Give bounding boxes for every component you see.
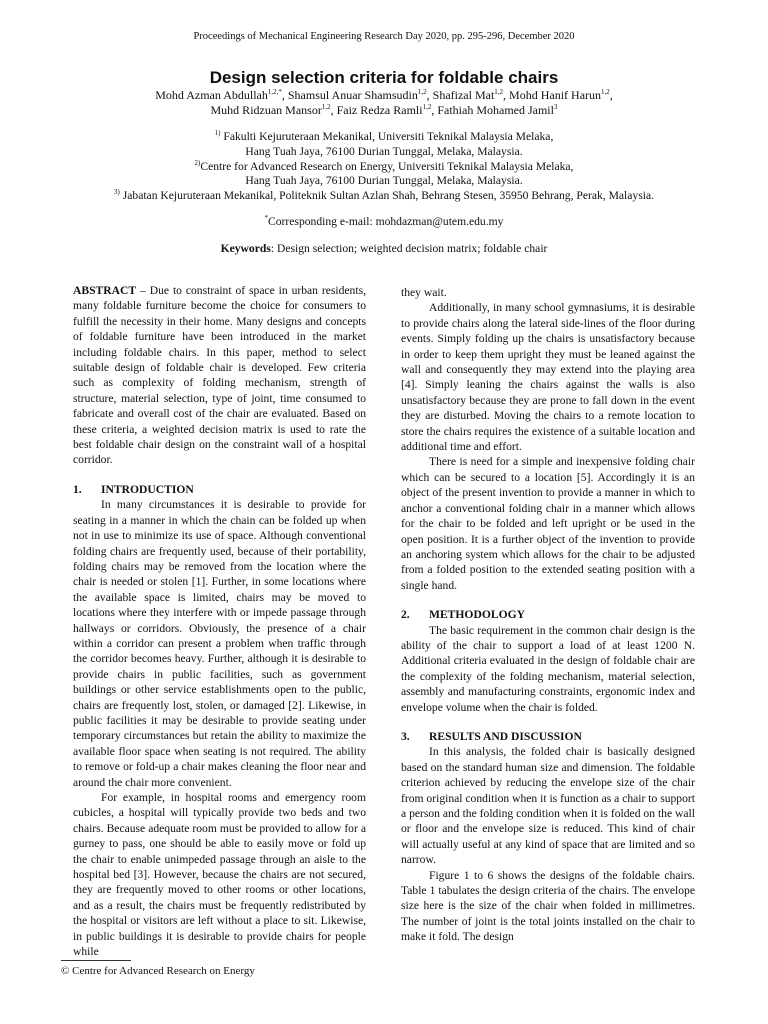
paragraph: Additionally, in many school gymnasiums, it is desirable to provide chairs along the lateral side-lines of the floor during events. Simply folding up the chairs is unsatisfactory because in order to keep them upright they must be leaned against the wall and consequently they may extend into the playing area [4]. Simply leaning the chairs against the walls is also unsatisfactory because they are prone to fall down in the event they are disturbed. Moving the chairs to a remote location to store the chairs requires the existence of a suitable location and additional time and effort. bbox=[401, 301, 695, 454]
abstract-label: ABSTRACT bbox=[73, 284, 137, 297]
copyright-footnote: © Centre for Advanced Research on Energy bbox=[61, 965, 255, 977]
affiliation-2 bbox=[0, 160, 768, 175]
right-column bbox=[401, 285, 695, 945]
affiliation-text: Jabatan Kejuruteraan Mekanikal, Politeknik Sultan Azlan Shah, Behrang Stesen, 35950 Behrang, Perak, Malaysia. bbox=[122, 189, 654, 203]
keywords-label: Keywords bbox=[220, 242, 271, 255]
section-heading-methodology bbox=[401, 607, 695, 622]
affiliations bbox=[0, 130, 768, 204]
abstract bbox=[73, 283, 366, 468]
author-affil-marker: 1,2 bbox=[422, 103, 432, 111]
corresponding-email bbox=[0, 215, 768, 228]
author: Shamsul Anuar Shamsudin bbox=[287, 88, 418, 102]
email-text: Corresponding e-mail: mohdazman@utem.edu.my bbox=[268, 215, 504, 228]
affiliation-2-address: Hang Tuah Jaya, 76100 Durian Tunggal, Melaka, Malaysia. bbox=[245, 174, 523, 188]
author-affil-marker: 1,2 bbox=[417, 88, 427, 96]
paragraph: In many circumstances it is desirable to provide for seating in a manner in which the chain can be folded up when not in use to minimize its use of space. Although conventional folding chairs are frequently used, because of their portability, folding chairs may be removed from the location where the chair is needed or stolen [1]. Further, in some locations where the available space is limited, chairs may be moved to locations where they interfere with or impede passage through hallways or corridors. Obviously, the presence of a chair within a corridor can present a problem when traffic through the corridor becomes heavy. Further, although it is desirable to provide chairs in public facilities, such as government buildings or other service establishments open to the public, chairs are frequently lost, stolen, or damaged [2]. Likewise, in public facilities it may be desirable to provide seating under temporary circumstances but retain the ability to maximize the available floor space when seating is not required. The ability to remove or fold-up a chair makes cleaning the floor near and around the chair more convenient. bbox=[73, 498, 366, 789]
affiliation-text: Centre for Advanced Research on Energy, Universiti Teknikal Malaysia Melaka, bbox=[200, 159, 574, 173]
paragraph: The basic requirement in the common chair design is the ability of the chair to support a load of at least 1200 N. Additional criteria evaluated in the design of foldable chair are the complexity of the folding mechanism, material selection, assembly and manufacturing constraints, ergonomic index and envelope volume when the chair is folded. bbox=[401, 623, 695, 714]
paragraph: In this analysis, the folded chair is basically designed based on the standard human size and dimension. The foldable criterion achieved by reducing the envelope size of the chair from original condition when it is function as a chair to support a person and the folding condition when it is folded on the wall or floor and the envelope size is reduced. This kind of chair will actually useful at any kind of space that are limited and so narrow. bbox=[401, 745, 695, 867]
author-affil-marker: 1,2 bbox=[601, 88, 610, 96]
author-line-2: Muhd Ridzuan Mansor$^{1,2}$, Faiz Redza Ramli$^{1,2}$, Fathiah Mohamed Jamil$^3$ bbox=[210, 103, 558, 117]
footnote-rule bbox=[61, 960, 131, 961]
affiliation-marker: 2) bbox=[194, 158, 201, 167]
affiliation-1 bbox=[0, 130, 768, 145]
author: Shafizal Mat bbox=[432, 88, 495, 102]
affiliation-3 bbox=[0, 189, 768, 204]
keywords-text: : Design selection; weighted decision matrix; foldable chair bbox=[270, 242, 548, 255]
section-number: 2. bbox=[401, 608, 410, 622]
affiliation-marker: 3) bbox=[113, 188, 120, 197]
author: Mohd Hanif Harun bbox=[509, 88, 602, 102]
paragraph-continued: they wait. bbox=[401, 286, 447, 299]
author-line-1: Mohd Azman Abdullah$^{1,2,*}$, Shamsul Anuar Shamsudin$^{1,2}$, Shafizal Mat$^{1,2}$, Mohd Hanif Harun$^{1,2}$, bbox=[155, 88, 613, 102]
author-list bbox=[0, 88, 768, 118]
paper-title: Design selection criteria for foldable chairs bbox=[209, 68, 559, 87]
affiliation-text: Fakulti Kejuruteraan Mekanikal, Universiti Teknikal Malaysia Melaka, bbox=[223, 130, 554, 143]
section-title: RESULTS AND DISCUSSION bbox=[429, 729, 582, 743]
running-head: Proceedings of Mechanical Engineering Research Day 2020, pp. 295-296, December 2020 bbox=[193, 31, 575, 42]
affiliation-marker: 1) bbox=[214, 129, 221, 138]
section-number: 3. bbox=[401, 729, 410, 743]
left-column bbox=[73, 283, 366, 959]
section-title: METHODOLOGY bbox=[429, 608, 525, 622]
author-affil-marker: 3 bbox=[553, 103, 558, 111]
paragraph: There is need for a simple and inexpensive folding chair which can be secured to a location [5]. Accordingly it is an object of the present invention to provide a manner in which to anchor a conventional folding chair in a manner which allows for the chair to be folded and left upright or be used in the open position. It is a further object of the invention to provide an anchoring system which allows for the chair to be adjusted from a folded position to the extended seating position with a single hand. bbox=[401, 455, 695, 592]
section-heading-results bbox=[401, 729, 695, 744]
abstract-text: – Due to constraint of space in urban residents, many foldable furniture become the choice for consumers to fulfill the necessity in their home. Many designs and concepts of foldable furniture have been introduced in the market including foldable chairs. In this paper, method to select suitable design of foldable chair is developed. Few criteria such as complexity of folding mechanism, strength of structure, material selection, type of joint, time consumed to fabricate and overall cost of the chair are evaluated. Based on these criteria, a weighted decision matrix is used to rate the best foldable chair design on the constraint wall of a hospital corridor. bbox=[73, 284, 366, 467]
keywords bbox=[0, 242, 768, 255]
section-title: INTRODUCTION bbox=[101, 482, 194, 496]
author-affil-marker: 1,2 bbox=[321, 103, 331, 111]
corresponding-marker: * bbox=[264, 214, 269, 223]
author-affil-marker: 1,2,* bbox=[267, 88, 282, 96]
affiliation-1-address: Hang Tuah Jaya, 76100 Durian Tunggal, Melaka, Malaysia. bbox=[245, 144, 523, 158]
section-heading-introduction bbox=[73, 482, 366, 497]
author: Mohd Azman Abdullah bbox=[155, 88, 268, 102]
paragraph: For example, in hospital rooms and emergency room cubicles, a hospital will typically provide two beds and two chairs. Because adequate room must be provided to allow for a gurney to pass, one should be able to easily move or fold up the chair to enable unimpeded passage through an aisle to the hospital bed [3]. However, because the chairs are not secured, they are frequently moved to other rooms or other locations, and as a result, the chairs must be frequently redistributed by the hospital or visitors are left without a place to sit. Likewise, in public buildings it is desirable to provide chairs for people while bbox=[73, 791, 366, 959]
section-number: 1. bbox=[73, 482, 82, 496]
author-affil-marker: 1,2 bbox=[494, 88, 504, 96]
author: Faiz Redza Ramli bbox=[336, 103, 423, 117]
author: Muhd Ridzuan Mansor bbox=[210, 103, 322, 117]
paragraph: Figure 1 to 6 shows the designs of the foldable chairs. Table 1 tabulates the design criteria of the chairs. The envelope size here is the size of the chair when folded in millimetres. The number of joint is the total joints installed on the chair to make it fold. The design bbox=[401, 868, 695, 944]
author: Fathiah Mohamed Jamil bbox=[437, 103, 554, 117]
